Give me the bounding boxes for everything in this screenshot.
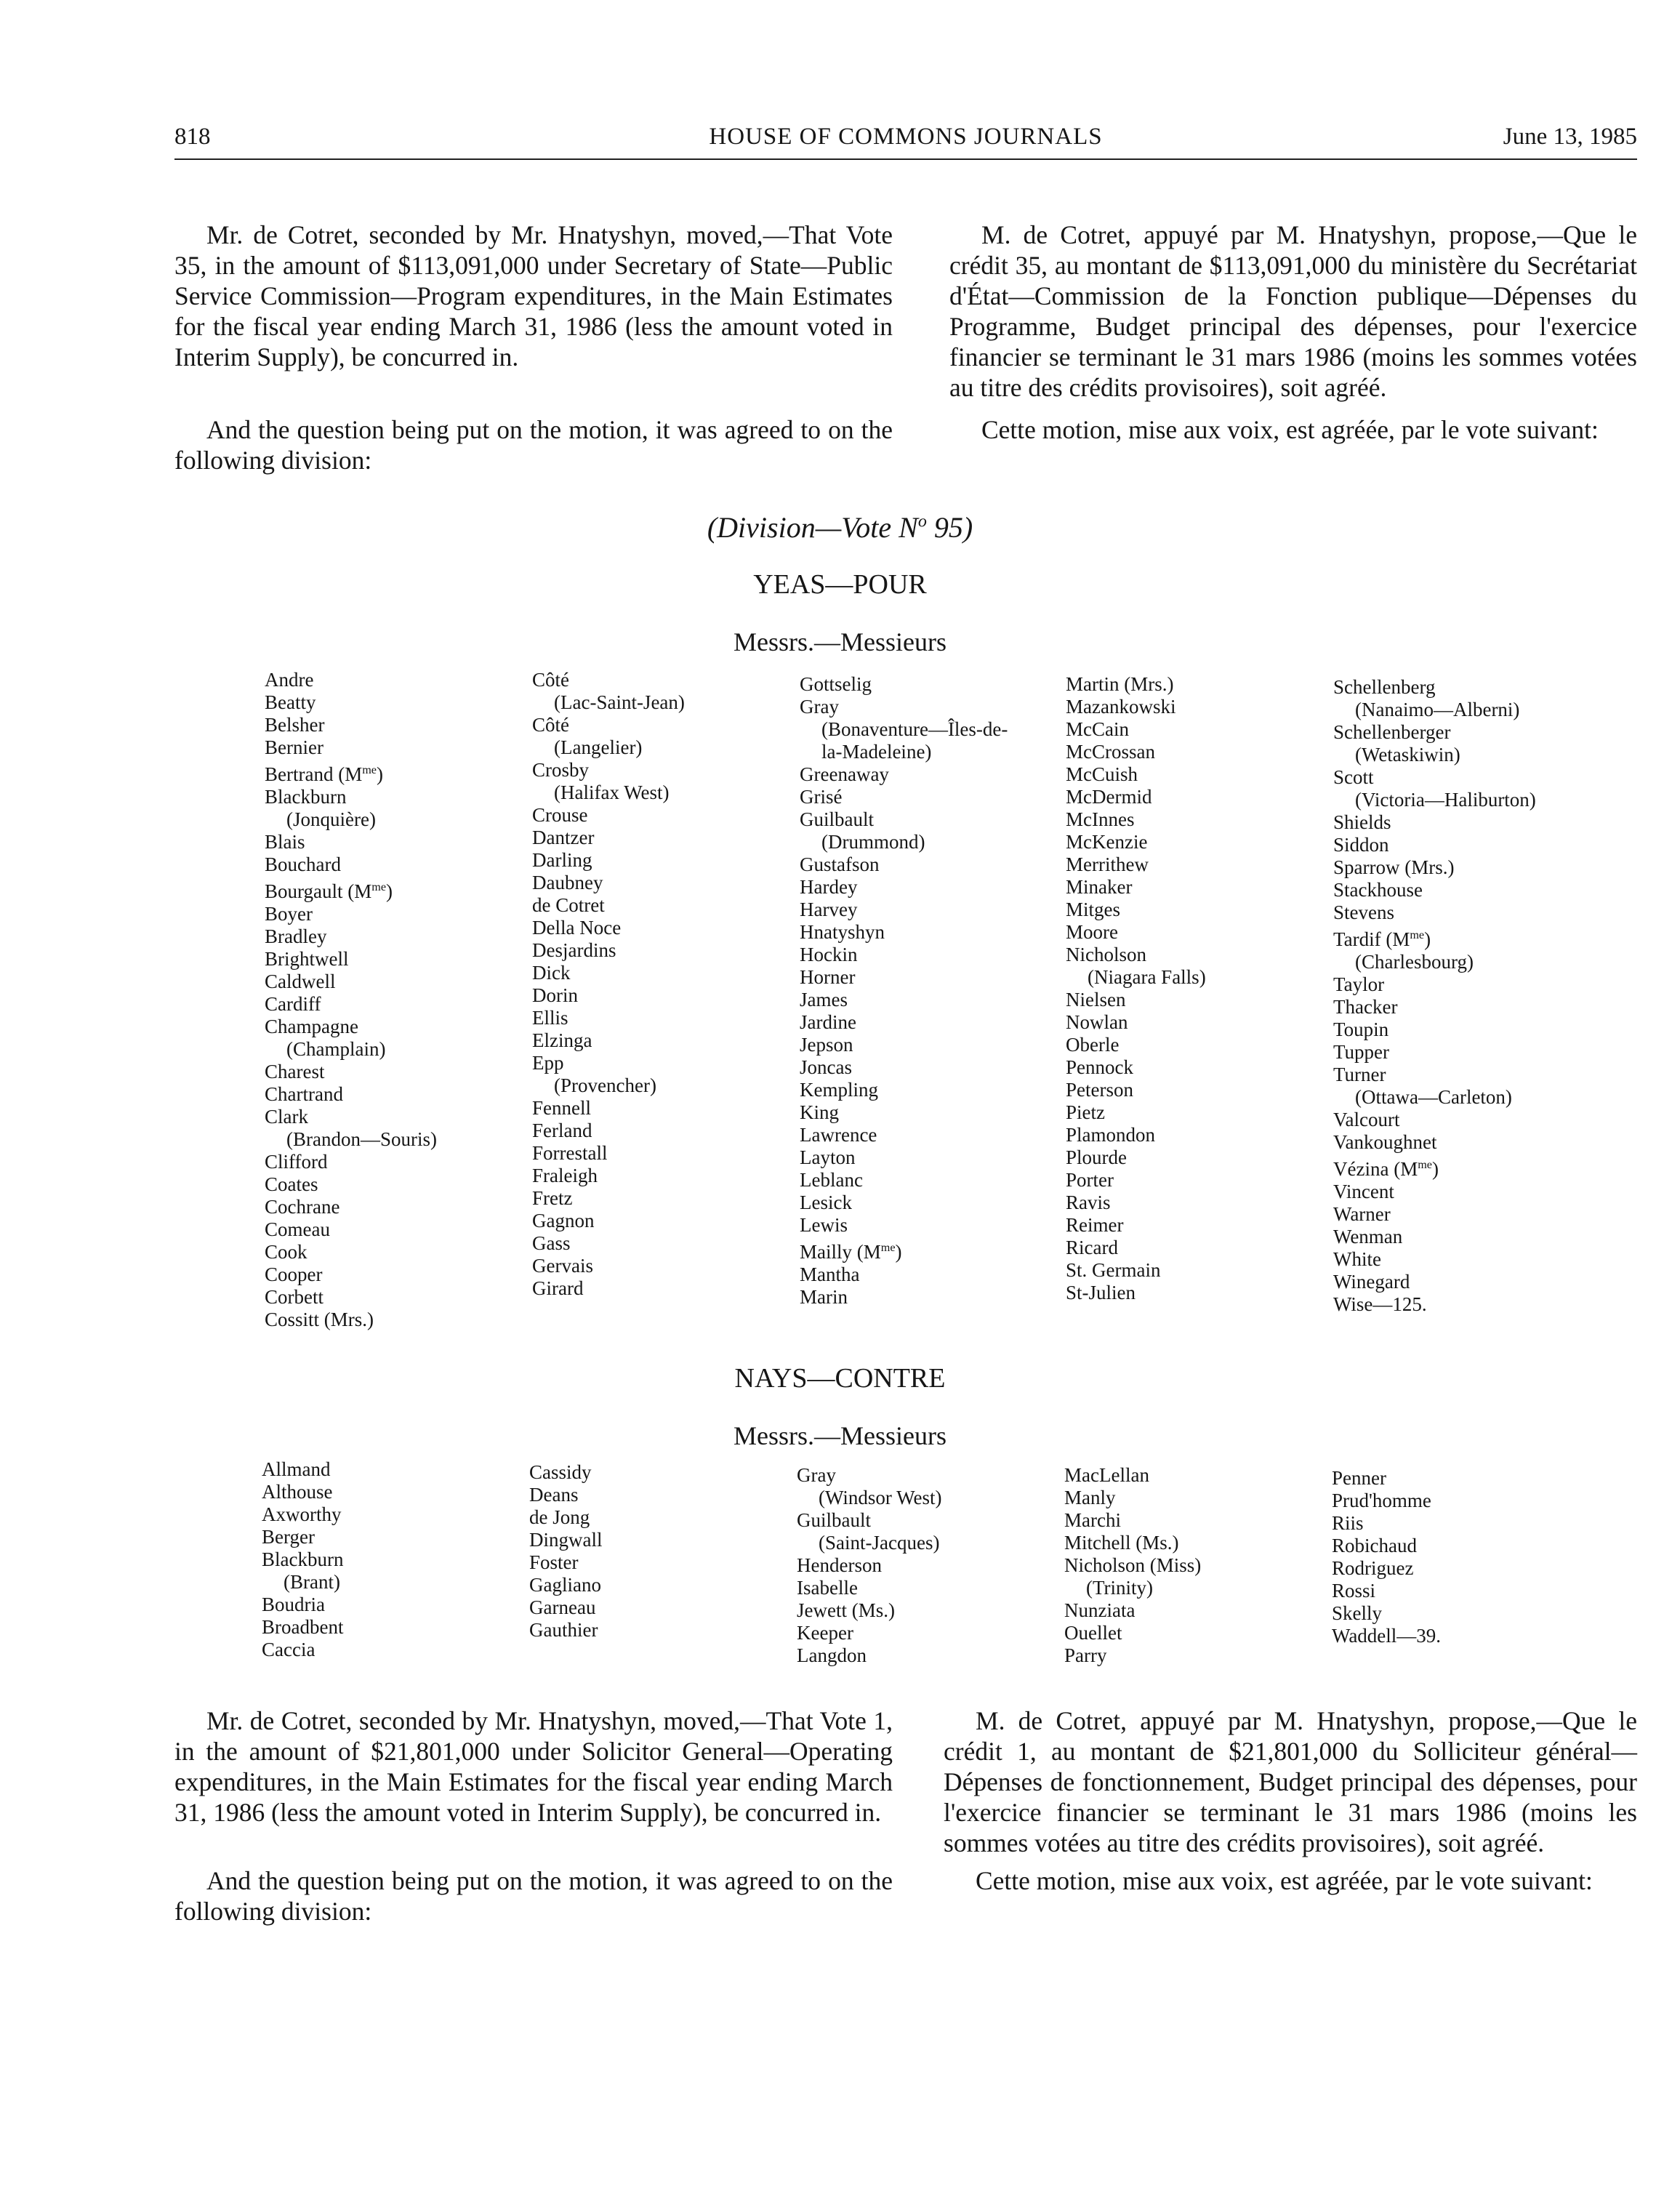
member-name: Toupin [1333, 1018, 1389, 1040]
member-name: Keeper [797, 1622, 853, 1644]
member-name: Forrestall [532, 1142, 608, 1164]
member-name: Schellenberg [1333, 676, 1436, 698]
member-name: Winegard [1333, 1271, 1410, 1293]
member-name: Henderson [797, 1554, 882, 1576]
member-name: (Ottawa—Carleton) [1355, 1086, 1512, 1108]
member-name: (Victoria—Haliburton) [1355, 789, 1536, 811]
member-name: Layton [800, 1146, 856, 1168]
yeas-column-3 [800, 673, 1008, 1309]
member-name: Peterson [1066, 1079, 1133, 1101]
member-name: Oberle [1066, 1034, 1120, 1056]
member-name: Joncas [800, 1056, 852, 1078]
member-name: Hockin [800, 944, 858, 965]
member-name: Althouse [262, 1481, 333, 1503]
member-name: Kempling [800, 1079, 878, 1101]
member-name: Lesick [800, 1192, 852, 1213]
member-name: Pietz [1066, 1101, 1105, 1123]
member-name: Nicholson [1066, 944, 1146, 965]
nays-column-2 [529, 1461, 603, 1642]
member-name: Rossi [1332, 1580, 1376, 1602]
member-name: Nicholson (Miss) [1064, 1554, 1202, 1576]
member-name: Wenman [1333, 1226, 1403, 1247]
member-name: Porter [1066, 1169, 1114, 1191]
member-name: Schellenberger [1333, 721, 1451, 743]
nays-column-3 [797, 1464, 941, 1667]
member-name: Ouellet [1064, 1622, 1122, 1644]
member-name: Parry [1064, 1644, 1107, 1666]
member-name: Axworthy [262, 1503, 342, 1525]
member-name: Coates [265, 1173, 318, 1195]
member-name: Horner [800, 966, 856, 988]
member-name: Cossitt (Mrs.) [265, 1309, 374, 1330]
member-name: St-Julien [1066, 1282, 1136, 1303]
member-name: Nunziata [1064, 1599, 1136, 1621]
member-name: Bouchard [265, 853, 341, 875]
journal-title: HOUSE OF COMMONS JOURNALS [709, 124, 1103, 150]
member-name: Gray [797, 1464, 836, 1486]
member-name: (Trinity) [1086, 1577, 1154, 1599]
member-name: (Windsor West) [819, 1487, 942, 1508]
nays-column-4 [1064, 1464, 1201, 1667]
member-name: la-Madeleine) [821, 741, 932, 763]
member-name: Brightwell [265, 948, 349, 970]
member-name: James [800, 989, 848, 1010]
member-name: McCuish [1066, 763, 1138, 785]
member-name: Gray [800, 696, 839, 718]
member-name: (Brandon—Souris) [286, 1128, 437, 1150]
member-name: Boudria [262, 1594, 325, 1615]
member-name: Merrithew [1066, 853, 1149, 875]
member-name: (Wetaskiwin) [1355, 744, 1460, 766]
member-name: Caccia [262, 1639, 315, 1660]
member-name: Mailly $(M^{me})$ [800, 1241, 902, 1263]
member-name: Jewett (Ms.) [797, 1599, 895, 1621]
member-name: Cardiff [265, 993, 321, 1015]
member-name: McKenzie [1066, 831, 1148, 853]
member-name: Darling [532, 849, 592, 871]
member-name: Robichaud [1332, 1535, 1417, 1556]
member-name: (Brant) [284, 1571, 340, 1593]
member-name: Cook [265, 1241, 308, 1263]
member-name: Gagnon [532, 1210, 595, 1231]
nays-heading: NAYS—CONTRE [734, 1363, 946, 1394]
division-title-number: 95) [926, 511, 973, 544]
member-name: Harvey [800, 899, 858, 920]
member-name: Clifford [265, 1151, 328, 1173]
member-name: Chartrand [265, 1083, 343, 1105]
yeas-column-4 [1066, 673, 1206, 1304]
member-name: Bernier [265, 736, 323, 758]
member-name: Crosby [532, 759, 590, 781]
nays-column-5 [1332, 1467, 1441, 1647]
member-name: Bertrand $(M^{me})$ [265, 763, 383, 785]
motion2-text-fr: M. de Cotret, appuyé par M. Hnatyshyn, propose,—Que le crédit 1, au montant de $21,801,000 du Solliciteur général—Dépenses de fonctionnement, Budget principal des dépenses, pour l'exercice financier se terminant le 31 mars 1986 (moins les sommes votées au titre des crédits provisoires), soit agréé. [944, 1706, 1637, 1857]
member-name: Siddon [1333, 834, 1389, 856]
member-name: Turner [1333, 1064, 1386, 1085]
member-name: Deans [529, 1484, 579, 1506]
motion1-question-fr: Cette motion, mise aux voix, est agréée, par le vote suivant: [981, 415, 1599, 444]
member-name: McCain [1066, 718, 1129, 740]
member-name: Prud'homme [1332, 1490, 1431, 1511]
member-name: Crouse [532, 804, 588, 826]
member-name: (Langelier) [554, 736, 643, 758]
member-name: Ferland [532, 1120, 592, 1141]
member-name: Lewis [800, 1214, 848, 1236]
member-name: Mantha [800, 1263, 860, 1285]
member-name: (Lac-Saint-Jean) [554, 691, 685, 713]
member-name: Mitges [1066, 899, 1121, 920]
member-name: Daubney [532, 872, 603, 893]
member-name: Côté [532, 669, 569, 691]
motion2-question-fr: Cette motion, mise aux voix, est agréée, par le vote suivant: [976, 1866, 1593, 1895]
member-name: Tupper [1333, 1041, 1390, 1063]
member-name: Bradley [265, 925, 327, 947]
member-name: Manly [1064, 1487, 1116, 1508]
member-name: Nowlan [1066, 1011, 1128, 1033]
member-name: Gauthier [529, 1619, 598, 1641]
member-name: Caldwell [265, 971, 336, 992]
member-name: Girard [532, 1277, 584, 1299]
member-name: Gottselig [800, 673, 872, 695]
member-name: de Cotret [532, 894, 605, 916]
member-name: (Drummond) [821, 831, 925, 853]
member-name: Reimer [1066, 1214, 1124, 1236]
yeas-messrs: Messrs.—Messieurs [734, 627, 946, 656]
member-name: Lawrence [800, 1124, 877, 1146]
member-name: Foster [529, 1551, 579, 1573]
member-name: Wise—125. [1333, 1293, 1427, 1315]
member-name: Rodriguez [1332, 1557, 1414, 1579]
member-name: Vincent [1333, 1181, 1394, 1202]
member-name: Blackburn [262, 1548, 344, 1570]
member-name: Corbett [265, 1286, 323, 1308]
member-name: McInnes [1066, 808, 1135, 830]
member-name: White [1333, 1248, 1381, 1270]
member-name: Ravis [1066, 1192, 1111, 1213]
member-name: Della Noce [532, 917, 622, 939]
page-date: June 13, 1985 [1503, 124, 1637, 150]
member-name: Comeau [265, 1218, 330, 1240]
member-name: (Bonaventure—Îles-de- [821, 718, 1008, 740]
member-name: Hardey [800, 876, 858, 898]
member-name: MacLellan [1064, 1464, 1149, 1486]
member-name: Dorin [532, 984, 578, 1006]
member-name: Moore [1066, 921, 1118, 943]
member-name: Boyer [265, 903, 313, 925]
member-name: Plamondon [1066, 1124, 1156, 1146]
member-name: Fretz [532, 1187, 573, 1209]
member-name: McCrossan [1066, 741, 1155, 763]
member-name: Vézina $(M^{me})$ [1333, 1158, 1439, 1180]
member-name: (Provencher) [554, 1074, 656, 1096]
member-name: Gass [532, 1232, 571, 1254]
motion2-text-en: Mr. de Cotret, seconded by Mr. Hnatyshyn, moved,—That Vote 1, in the amount of $21,801,000 under Solicitor General—Operating expenditures, in the Main Estimates for the fiscal year ending March 31, 1986 (less the amount voted in Interim Supply), be concurred in. [174, 1706, 893, 1827]
member-name: Côté [532, 714, 569, 736]
member-name: Valcourt [1333, 1109, 1400, 1130]
member-name: Jardine [800, 1011, 856, 1033]
member-name: King [800, 1101, 839, 1123]
nays-column-1 [262, 1458, 343, 1661]
member-name: Tardif $(M^{me})$ [1333, 928, 1431, 950]
member-name: Leblanc [800, 1169, 863, 1191]
division-title-sup: o [917, 512, 927, 531]
member-name: Greenaway [800, 763, 889, 785]
member-name: (Halifax West) [554, 781, 670, 803]
member-name: Thacker [1333, 996, 1398, 1018]
member-name: Charest [265, 1061, 325, 1082]
member-name: Dantzer [532, 827, 595, 848]
member-name: Dick [532, 962, 571, 984]
member-name: Cochrane [265, 1196, 340, 1218]
member-name: Gervais [532, 1255, 593, 1277]
page-header [174, 124, 1637, 160]
member-name: Stevens [1333, 901, 1394, 923]
member-name: Skelly [1332, 1602, 1383, 1624]
member-name: Blais [265, 831, 305, 853]
member-name: Vankoughnet [1333, 1131, 1437, 1153]
member-name: Hnatyshyn [800, 921, 885, 943]
member-name: (Champlain) [286, 1038, 386, 1060]
member-name: Gustafson [800, 853, 880, 875]
member-name: Nielsen [1066, 989, 1126, 1010]
member-name: Elzinga [532, 1029, 592, 1051]
member-name: Sparrow (Mrs.) [1333, 856, 1455, 878]
member-name: Fennell [532, 1097, 591, 1119]
member-name: Stackhouse [1333, 879, 1423, 901]
member-name: St. Germain [1066, 1259, 1161, 1281]
member-name: Clark [265, 1106, 308, 1128]
motion1-text-en: Mr. de Cotret, seconded by Mr. Hnatyshyn, moved,—That Vote 35, in the amount of $113,091,000 under Secretary of State—Public Service Commission—Program expenditures, in the Main Estimates for the fiscal year ending March 31, 1986 (less the amount voted in Interim Supply), be concurred in. [174, 220, 893, 371]
member-name: Dingwall [529, 1529, 603, 1551]
member-name: Andre [265, 669, 314, 691]
member-name: Fraleigh [532, 1165, 598, 1186]
yeas-heading: YEAS—POUR [753, 569, 927, 600]
member-name: Champagne [265, 1016, 358, 1037]
yeas-column-1 [265, 669, 437, 1331]
member-name: Mazankowski [1066, 696, 1176, 718]
member-name: Ricard [1066, 1237, 1118, 1258]
member-name: Scott [1333, 766, 1374, 788]
motion1-question-en: And the question being put on the motion, it was agreed to on the following division: [174, 415, 893, 475]
member-name: Waddell—39. [1332, 1625, 1442, 1647]
member-name: (Charlesbourg) [1355, 951, 1474, 973]
motion2-question-en: And the question being put on the motion, it was agreed to on the following division: [174, 1866, 893, 1926]
division-title [0, 510, 1680, 545]
motion1-text-fr: M. de Cotret, appuyé par M. Hnatyshyn, propose,—Que le crédit 35, au montant de $113,091,000 du ministère du Secrétariat d'État—Commission de la Fonction publique—Dépenses du Programme, Budget principal des dépenses, pour l'exercice financier se terminant le 31 mars 1986 (moins les sommes votées au titre des crédits provisoires), soit agréé. [949, 220, 1637, 402]
member-name: Cassidy [529, 1461, 592, 1483]
member-name: Marin [800, 1286, 848, 1308]
member-name: Plourde [1066, 1146, 1127, 1168]
member-name: Allmand [262, 1458, 331, 1480]
division-title-prefix: (Division—Vote N [707, 511, 918, 544]
member-name: Berger [262, 1526, 315, 1548]
member-name: Guilbault [797, 1509, 871, 1531]
member-name: Riis [1332, 1512, 1364, 1534]
member-name: Shields [1333, 811, 1391, 833]
member-name: Grisé [800, 786, 843, 808]
member-name: (Nanaimo—Alberni) [1355, 699, 1520, 720]
member-name: Belsher [265, 714, 325, 736]
member-name: Langdon [797, 1644, 867, 1666]
member-name: (Niagara Falls) [1088, 966, 1206, 988]
member-name: Bourgault $(M^{me})$ [265, 880, 393, 902]
member-name: Cooper [265, 1263, 323, 1285]
member-name: Epp [532, 1052, 564, 1074]
member-name: Minaker [1066, 876, 1133, 898]
member-name: (Jonquière) [286, 808, 376, 830]
member-name: Blackburn [265, 786, 347, 808]
member-name: Warner [1333, 1203, 1391, 1225]
member-name: Martin (Mrs.) [1066, 673, 1174, 695]
member-name: Isabelle [797, 1577, 858, 1599]
member-name: Broadbent [262, 1616, 344, 1638]
member-name: Desjardins [532, 939, 616, 961]
member-name: (Saint-Jacques) [819, 1532, 940, 1554]
nays-messrs: Messrs.—Messieurs [734, 1421, 946, 1450]
member-name: Marchi [1064, 1509, 1121, 1531]
member-name: Taylor [1333, 973, 1385, 995]
member-name: Gagliano [529, 1574, 601, 1596]
member-name: Garneau [529, 1596, 596, 1618]
member-name: Beatty [265, 691, 316, 713]
member-name: de Jong [529, 1506, 590, 1528]
yeas-column-5 [1333, 676, 1536, 1316]
page-number: 818 [174, 124, 211, 150]
member-name: Guilbault [800, 808, 874, 830]
yeas-column-2 [532, 669, 685, 1300]
member-name: Jepson [800, 1034, 853, 1056]
member-name: Ellis [532, 1007, 568, 1029]
member-name: Penner [1332, 1467, 1386, 1489]
member-name: Pennock [1066, 1056, 1133, 1078]
member-name: Mitchell (Ms.) [1064, 1532, 1179, 1554]
member-name: McDermid [1066, 786, 1152, 808]
